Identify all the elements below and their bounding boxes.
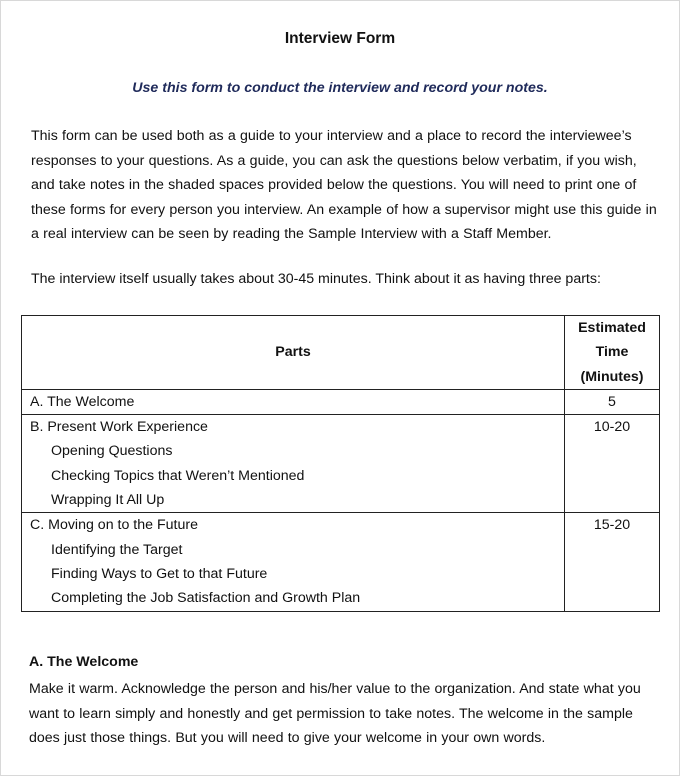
- part-cell: [22, 389, 565, 414]
- part-label: B. Present Work Experience: [30, 419, 208, 436]
- page-subtitle: Use this form to conduct the interview and record your notes.: [132, 80, 548, 96]
- intro-paragraph: This form can be used both as a guide to your interview and a place to record the interviewee’s responses to your questions. As a guide, you can ask the questions below verbatim, if you wish, and take notes in the shaded spaces provided below the questions. You will need to print one of these forms for every person you interview. An example of how a supervisor might use this guide in a real interview can be seen by reading the Sample Interview with a Staff Member.: [31, 128, 657, 242]
- header-time-line2: Time: [595, 344, 629, 361]
- part-cell: [22, 415, 565, 513]
- header-time-line3: (Minutes): [580, 368, 644, 385]
- table-header-row: [22, 316, 660, 390]
- part-subitem: Opening Questions: [51, 443, 173, 460]
- part-subitem: Wrapping It All Up: [51, 492, 165, 509]
- part-subitem: Finding Ways to Get to that Future: [51, 565, 268, 582]
- table-row-present-work: [22, 415, 660, 513]
- part-label: A. The Welcome: [30, 393, 135, 410]
- duration-paragraph: The interview itself usually takes about 30-45 minutes. Think about it as having three parts:: [31, 271, 601, 287]
- table-row-future: [22, 513, 660, 611]
- part-label: C. Moving on to the Future: [30, 517, 198, 534]
- section-body-welcome: Make it warm. Acknowledge the person and his/her value to the organization. And state what you want to learn simply and honestly and get permission to take notes. The welcome in the sample does just those things. But you will need to give your welcome in your own words.: [29, 681, 641, 746]
- time-cell: 5: [565, 389, 660, 414]
- header-time-line1: Estimated: [578, 320, 646, 336]
- header-estimated-time: [565, 316, 660, 390]
- time-cell: 15-20: [565, 513, 660, 611]
- time-cell: 10-20: [565, 415, 660, 513]
- section-heading-welcome: A. The Welcome: [29, 654, 139, 670]
- page-title: Interview Form: [284, 30, 396, 47]
- part-cell: [22, 513, 565, 611]
- parts-table: [21, 315, 660, 612]
- table-row-welcome: [22, 389, 660, 414]
- header-parts: Parts: [22, 316, 565, 390]
- part-subitem: Checking Topics that Weren’t Mentioned: [51, 467, 305, 484]
- part-subitem: Identifying the Target: [51, 541, 183, 558]
- part-subitem: Completing the Job Satisfaction and Growth Plan: [51, 590, 361, 607]
